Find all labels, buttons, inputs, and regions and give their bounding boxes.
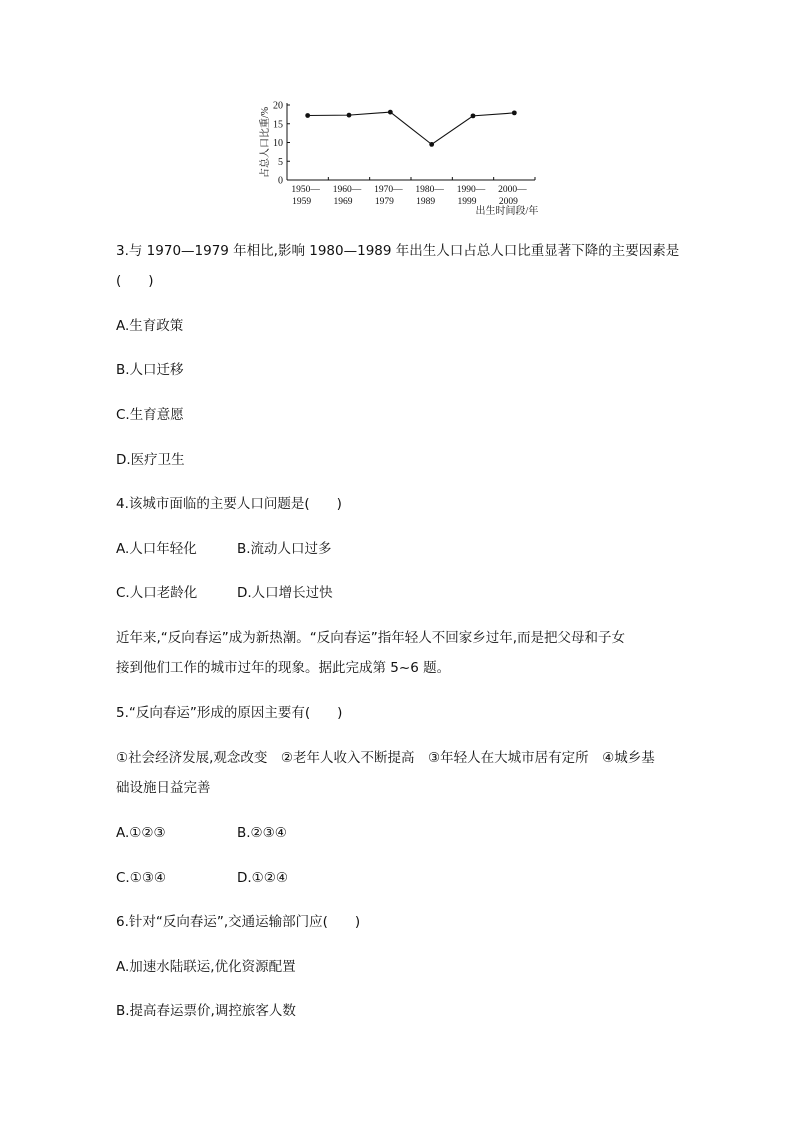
q5-option-d: D.①②④ [237, 870, 288, 886]
q3-option-c: C.生育意愿 [116, 407, 184, 423]
passage-line-1: 近年来,“反向春运”成为新热潮。“反向春运”指年轻人不回家乡过年,而是把父母和子女 [116, 630, 626, 646]
data-point [512, 110, 517, 115]
y-tick-label: 10 [273, 138, 283, 149]
y-axis-title: 占总人口比重/% [260, 106, 271, 179]
q5-option-b: B.②③④ [237, 825, 287, 841]
y-tick-label: 5 [278, 156, 283, 168]
x-tick-label: 1950— [291, 185, 320, 195]
question-6-stem: 6.针对“反向春运”,交通运输部门应( ) [116, 914, 361, 930]
q5-items-line-2: 础设施日益完善 [116, 780, 211, 796]
q3-option-d: D.医疗卫生 [116, 452, 185, 468]
x-tick-label: 2000— [498, 185, 527, 195]
q4-option-a: A.人口年轻化 [116, 541, 197, 557]
x-tick-label: 1959 [292, 197, 312, 207]
x-tick-label: 2009 [498, 197, 518, 207]
y-tick-label: 15 [273, 119, 283, 131]
line-chart [0, 0, 794, 230]
data-point [305, 113, 310, 118]
x-tick-label: 1990— [456, 185, 486, 195]
data-point [388, 110, 393, 115]
question-3-bracket: ( ) [116, 273, 154, 289]
passage-line-2: 接到他们工作的城市过年的现象。据此完成第 5~6 题。 [116, 660, 451, 676]
x-tick-label: 1979 [374, 197, 394, 207]
q5-option-c: C.①③④ [116, 870, 167, 886]
question-3-stem: 3.与 1970—1979 年相比,影响 1980—1989 年出生人口占总人口比重显著下降的主要因素是 [116, 243, 680, 259]
q3-option-b: B.人口迁移 [116, 362, 184, 378]
y-tick-label: 20 [273, 100, 283, 112]
x-axis-title: 出生时间段/年 [475, 206, 539, 217]
x-tick-label: 1989 [416, 197, 436, 207]
question-4-stem: 4.该城市面临的主要人口问题是( ) [116, 496, 342, 512]
x-tick-label: 1960— [332, 185, 362, 195]
q6-option-b: B.提高春运票价,调控旅客人数 [116, 1003, 296, 1019]
series-line [308, 112, 515, 144]
y-tick-label: 0 [278, 175, 283, 187]
data-point [347, 113, 352, 118]
data-point [471, 113, 476, 118]
x-tick-label: 1970— [374, 185, 403, 195]
q5-items-line-1: ①社会经济发展,观念改变 ②老年人收入不断提高 ③年轻人在大城市居有定所 ④城乡基 [116, 750, 655, 766]
q4-option-c: C.人口老龄化 [116, 585, 198, 601]
q4-option-b: B.流动人口过多 [237, 541, 332, 557]
data-point [429, 142, 434, 147]
q6-option-a: A.加速水陆联运,优化资源配置 [116, 959, 296, 975]
x-tick-label: 1999 [457, 197, 477, 207]
q3-option-a: A.生育政策 [116, 318, 184, 334]
question-5-stem: 5.“反向春运”形成的原因主要有( ) [116, 705, 343, 721]
x-tick-label: 1980— [415, 185, 444, 195]
x-tick-label: 1969 [333, 197, 353, 207]
q5-option-a: A.①②③ [116, 825, 166, 841]
q4-option-d: D.人口增长过快 [237, 585, 333, 601]
